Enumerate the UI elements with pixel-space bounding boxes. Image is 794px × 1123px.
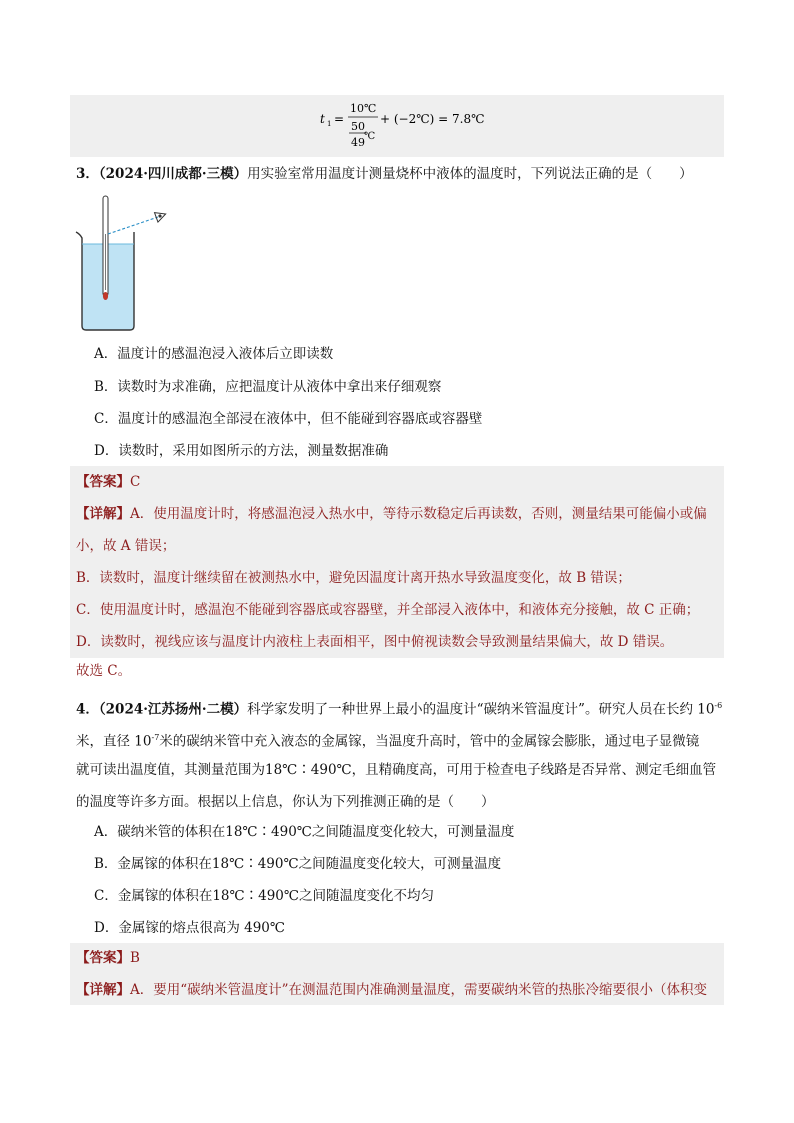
q3-number: 3． xyxy=(76,166,99,182)
q4-detail-tag: 【详解】 xyxy=(76,982,130,998)
formula-inner-unit: ℃ xyxy=(364,131,376,142)
q3-detail-tag: 【详解】 xyxy=(76,506,130,522)
q4-answer-tag: 【答案】 xyxy=(76,950,130,966)
q3-answer-value: C xyxy=(130,474,141,490)
formula-lhs-sub: 1 xyxy=(327,120,332,128)
q3-text: 用实验室常用温度计测量烧杯中液体的温度时，下列说法正确的是（ ） xyxy=(247,166,693,182)
q4-source: （2024·江苏扬州·二模） xyxy=(98,701,248,718)
formula-inner-den: 49 xyxy=(351,136,365,149)
q4-number: 4． xyxy=(76,701,99,718)
q4-answer-value: B xyxy=(130,950,140,966)
beaker-thermometer-figure xyxy=(70,192,180,334)
formula-svg xyxy=(318,98,488,154)
eye-icon xyxy=(155,209,168,222)
formula-lhs: t xyxy=(320,112,325,126)
q3-answer xyxy=(76,472,140,492)
q3-answer-block xyxy=(70,466,724,658)
q4-option-d: D．金属镓的熔点很高为 490℃ xyxy=(94,920,285,936)
formula-rest: + (−2℃) = 7.8℃ xyxy=(380,112,485,126)
q4-option-a: A．碳纳米管的体积在18℃∶490℃之间随温度变化较大，可测量温度 xyxy=(94,824,515,840)
q4-stem-line-3: 就可读出温度值，其测量范围为18℃∶490℃，且精确度高，可用于检查电子线路是否异常、测定毛细血管 xyxy=(76,762,717,778)
q4-answer xyxy=(76,948,140,968)
q4-option-c: C．金属镓的体积在18℃∶490℃之间随温度变化不均匀 xyxy=(94,888,434,904)
q3-stem xyxy=(76,164,693,184)
formula xyxy=(318,98,488,157)
q4-stem-line-2: 米，直径 $10^{-7}$米的碳纳米管中充入液态的金属镓，当温度升高时，管中的金属镓会膨胀，通过电子显微镜 xyxy=(76,733,700,750)
q4-stem-line-4: 的温度等许多方面。根据以上信息，你认为下列推测正确的是（ ） xyxy=(76,794,495,810)
q3-detail-line-2: 小，故 A 错误； xyxy=(76,538,176,554)
q4-option-b: B．金属镓的体积在18℃∶490℃之间随温度变化较大，可测量温度 xyxy=(94,856,502,872)
q4-stem-line-1: 4．（2024·江苏扬州·二模）科学家发明了一种世界上最小的温度计“碳纳米管温度计”。研究人员在长约 $10^{-6}$ xyxy=(76,701,723,718)
q3-option-b: B．读数时为求准确，应把温度计从液体中拿出来仔细观察 xyxy=(94,379,442,395)
q3-answer-tag: 【答案】 xyxy=(76,474,130,490)
formula-inner-num: 50 xyxy=(351,120,365,133)
formula-numerator: 10℃ xyxy=(350,102,377,115)
q3-detail-line-3: B．读数时，温度计继续留在被测热水中，避免因温度计离开热水导致温度变化，故 B 错误； xyxy=(76,570,631,586)
q3-option-c: C．温度计的感温泡全部浸在液体中，但不能碰到容器底或容器壁 xyxy=(94,411,483,427)
q3-detail-line-5: D．读数时，视线应该与温度计内液柱上表面相平，图中俯视读数会导致测量结果偏大，故 D 错误。 xyxy=(76,634,674,650)
q4-exp-1: -6 xyxy=(714,701,723,710)
q3-source: （2024·四川成都·三模） xyxy=(98,166,248,182)
q3-detail-line-4: C．使用温度计时，感温泡不能碰到容器底或容器壁，并全部浸入液体中，和液体充分接触，故 C 正确； xyxy=(76,602,700,618)
q3-detail-line-1: 【详解】A．使用温度计时，将感温泡浸入热水中，等待示数稳定后再读数，否则，测量结果可能偏小或偏 xyxy=(76,506,707,522)
q4-detail-line-1: 【详解】A．要用“碳纳米管温度计”在测温范围内准确测量温度，需要碳纳米管的热胀冷缩要很小（体积变 xyxy=(76,982,708,998)
q3-option-a: A．温度计的感温泡浸入液体后立即读数 xyxy=(94,346,334,362)
formula-eq: = xyxy=(334,112,345,126)
q3-detail-line-6: 故选 C。 xyxy=(76,663,132,679)
q3-option-d: D．读数时，采用如图所示的方法，测量数据准确 xyxy=(94,443,389,459)
q4-exp-2: -7 xyxy=(151,733,160,742)
